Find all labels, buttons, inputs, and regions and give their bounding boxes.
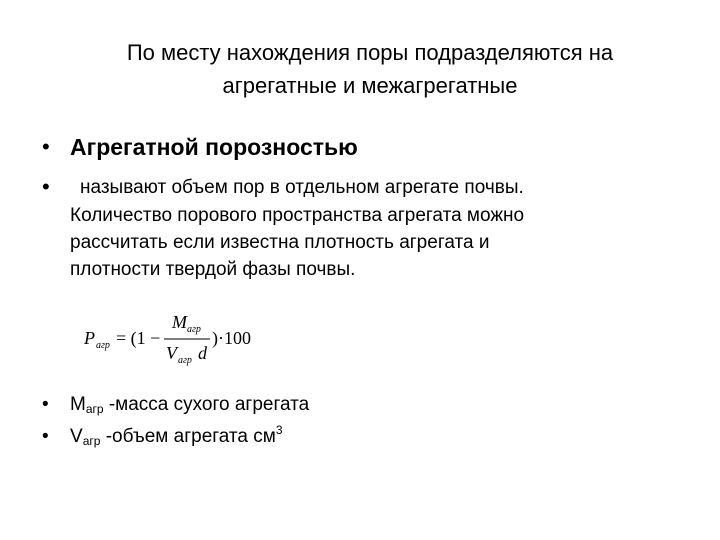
formula-v: V [166, 343, 177, 363]
bullet-marker-2: • [42, 174, 50, 199]
bullet-marker-1: • [42, 134, 50, 159]
volume-subscript: агр [82, 434, 101, 448]
heading-aggregate-porosity: Агрегатной порозностью [70, 134, 358, 160]
porosity-formula [84, 306, 284, 370]
paragraph-line-3: рассчитать если известна плотность агрегата и [70, 232, 490, 253]
formula-d: d [198, 343, 207, 363]
volume-text: -объем агрегата см [100, 426, 276, 447]
formula-p: P [84, 328, 95, 348]
formula-m: M [172, 312, 187, 332]
definition-volume [70, 425, 283, 450]
volume-superscript: 3 [275, 423, 283, 437]
definition-mass [70, 393, 309, 418]
volume-symbol: V [70, 426, 83, 447]
formula-m-sub: агр [187, 324, 201, 335]
slide-title [40, 36, 700, 102]
bullet-marker-4: • [42, 426, 49, 447]
mass-symbol: M [70, 394, 86, 415]
title-line-2: агрегатные и межагрегатные [222, 73, 518, 98]
paragraph-line-2: Количество порового пространства агрегата можно [70, 205, 525, 226]
formula-p-sub: агр [96, 340, 110, 351]
paragraph-line-4: плотности твердой фазы почвы. [70, 259, 356, 280]
paragraph-line-1: называют объем пор в отдельном агрегате почвы. [80, 177, 524, 198]
formula-v-sub: агр [178, 355, 192, 366]
formula-eq-open: = (1 − [116, 328, 161, 348]
bullet-marker-3: • [42, 394, 49, 415]
title-line-1: По месту нахождения поры подразделяются на [126, 40, 614, 65]
formula-close: )·100 [212, 328, 251, 348]
mass-subscript: агр [85, 402, 104, 416]
mass-text: -масса сухого агрегата [103, 394, 310, 415]
